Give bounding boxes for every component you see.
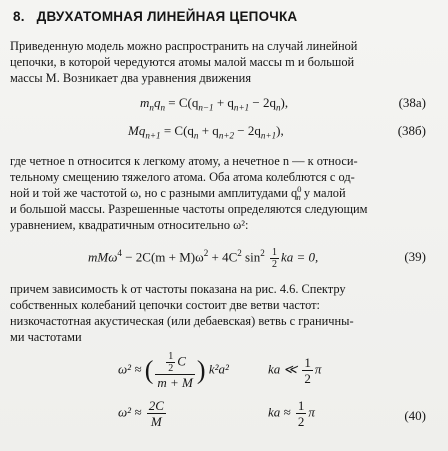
text-line: тельному смещению тяжелого атома. Оба атома колеблются с од- [10,170,355,184]
text-line: Приведенную модель можно распространить на случай линейной [10,39,358,53]
equation-tag: (38а) [398,95,426,110]
text-line: где четное n относится к легкому атому, а нечетное n — к относи- [10,154,358,168]
paragraph-spectrum [10,281,430,345]
text-line: низкочастотная акустическая (или дебаевская) ветвь с граничны- [10,314,354,328]
equation-tag: (40) [404,408,426,423]
text-line: уравнением, квадратичным относительно ω²: [10,218,249,232]
text-line: цепочки, в которой чередуются атомы малой массы m и большой [10,55,355,69]
equation-39: $mM\omega^4 - 2C(m + M)\omega^2 + 4C^2$ $\sin^2$ $\frac{1}{2}$ ka = 0, (39) [88,247,426,270]
text-line: массы M. Возникает два уравнения движения [10,71,252,85]
fraction-2c-over-m: $\frac{2C}{M}$ [148,398,164,429]
equation-38a: $m_nq_n = C(q_{n-1} + q_{n+1} - 2q_n)$, (38а) [140,95,426,113]
paragraph-description [10,153,430,233]
text-line: ной и той же частотой ω, но с разными амплитудами $q^0_n$ у малой [10,183,346,203]
fraction-coefficient: $\frac{1}{2}$ C m + M [157,351,193,390]
fraction-one-half: $\frac{1}{2}$ [304,355,311,386]
paragraph-intro [10,38,430,86]
section-heading [13,9,297,24]
section-title: ДВУХАТОМНАЯ ЛИНЕЙНАЯ ЦЕПОЧКА [36,9,298,24]
equation-40-cutoff: ω² ≈ $\frac{2C}{M}$ ka ≈ $\frac{1}{2}$ π (40) [118,398,426,429]
text-line: ми частотами [10,330,82,344]
equation-tag: (38б) [397,123,426,138]
equation-38b: $Mq_{n+1} = C(q_n + q_{n+2} - 2q_{n+1})$, (38б) [128,123,426,141]
fraction-one-half: $\frac{1}{2}$ [297,398,305,429]
section-number: 8. [13,9,25,24]
text-line: и большой массы. Разрешенные частоты определяются следующим [10,202,368,216]
equation-tag: (39) [404,249,426,264]
fraction-one-half: $\frac{1}{2}$ [272,247,278,270]
equation-40-acoustic: ω² ≈ ( $\frac{1}{2}$ C m + M ) k²a² ka ≪ $\frac{1}{2}$ π [118,351,322,390]
text-line: причем зависимость k от частоты показана на рис. 4.6. Спектру [10,282,346,296]
text-line: собственных колебаний цепочки состоит две ветви частот: [10,298,321,312]
